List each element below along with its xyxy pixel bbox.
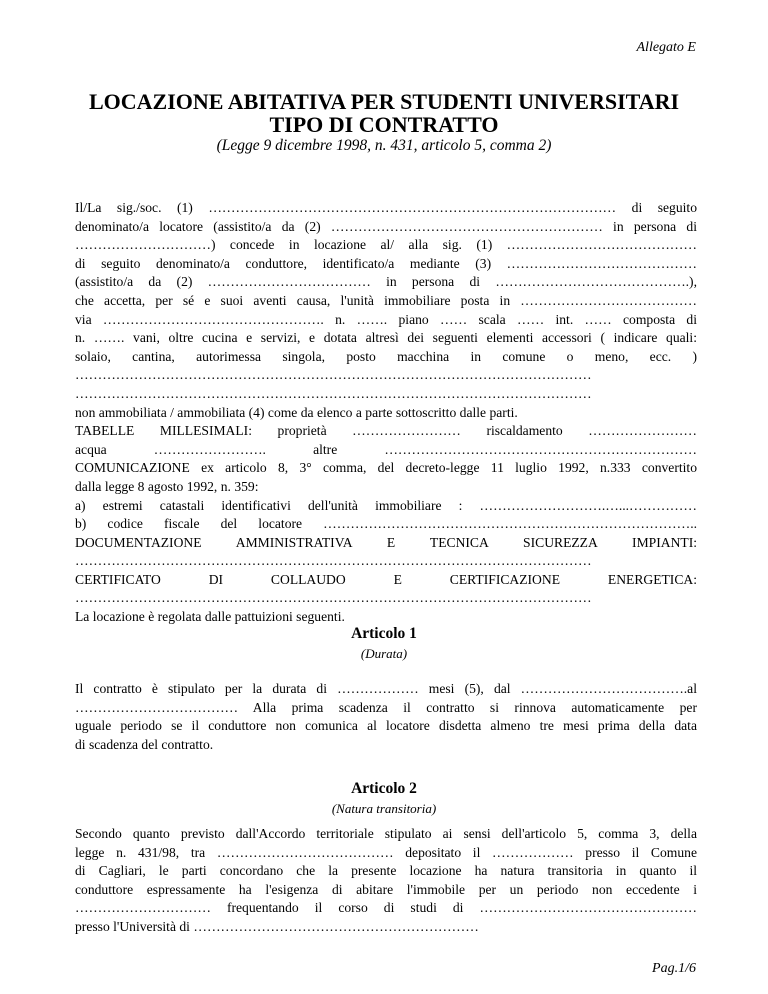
text-line: Secondo quanto previsto dall'Accordo territoriale stipulato ai sensi dell'articolo 5, comma 3, della [75, 826, 697, 841]
text-line: denominato/a locatore (assistito/a da (2) …………………………………………………… in persona di [75, 218, 697, 234]
article-1-title: Articolo 1 [351, 625, 417, 642]
article-2-body [75, 825, 697, 937]
document-title: LOCAZIONE ABITATIVA PER STUDENTI UNIVERSITARI [88, 89, 680, 114]
text-line: di seguito denominato/a conduttore, identificato/a mediante (3) …………………………………… [75, 255, 697, 271]
text-line: solaio, cantina, autorimessa singola, posto macchina in comune o meno, ecc. ) [75, 348, 697, 364]
text-line: n. ……. vani, oltre cucina e servizi, e dotata altresì dei seguenti elementi accessori ( indicare quali: [75, 330, 697, 346]
article-1-body [75, 680, 697, 754]
text-line: di scadenza del contratto. [75, 736, 214, 752]
text-line: che accetta, per sé e suoi aventi causa, l'unità immobiliare posta in ………………………………… [75, 292, 697, 308]
article-2-subtitle: (Natura transitoria) [331, 801, 437, 816]
text-line: presso l'Università di ……………………………………………………… [75, 918, 479, 934]
text-line: (assistito/a da (2) ……………………………… in persona di …………………………………….), [75, 274, 697, 290]
text-line: …………………………………………………………………………………………………… [75, 367, 592, 383]
text-line: CERTIFICATO DI COLLAUDO E CERTIFICAZIONE ENERGETICA: [75, 571, 697, 587]
text-line: …………………………………………………………………………………………………… [75, 590, 592, 606]
text-line: …………………………………………………………………………………………………… [75, 553, 592, 569]
text-line: b) codice fiscale del locatore ……………………………………………………………………….. [75, 516, 697, 532]
text-line: …………………………………………………………………………………………………… [75, 385, 592, 401]
text-line: La locazione è regolata dalle pattuizioni seguenti. [75, 609, 345, 625]
text-line: a) estremi catastali identificativi dell'unità immobiliare : ……………………….…...…………… [75, 497, 697, 513]
text-line: non ammobiliata / ammobiliata (4) come da elenco a parte sottoscritto dalle parti. [75, 404, 518, 420]
text-line: Il/La sig./soc. (1) ……………………………………………………………………………… di seguito [75, 200, 697, 215]
page-number: Pag.1/6 [652, 961, 696, 976]
text-line: acqua ……………………. altre …………………………………………………………… [75, 441, 697, 457]
text-line: COMUNICAZIONE ex articolo 8, 3° comma, del decreto-legge 11 luglio 1992, n.333 convertito [75, 460, 697, 476]
text-line: conduttore espressamente ha l'esigenza di abitare l'immobile per un periodo non eccedente i [75, 881, 697, 897]
allegato-label: Allegato E [636, 40, 696, 55]
intro-paragraph [75, 199, 697, 627]
text-line: via …………………………………………. n. ……. piano …… scala …… int. …… composta di [75, 311, 697, 327]
text-line: di Cagliari, le parti concordano che la presente locazione ha natura transitoria in quanto il [75, 863, 697, 879]
text-line: ………………………… frequentando il corso di studi di ………………………………………… [75, 900, 697, 916]
document-subtitle: (Legge 9 dicembre 1998, n. 431, articolo 5, comma 2) [216, 137, 552, 154]
text-line: dalla legge 8 agosto 1992, n. 359: [75, 478, 259, 494]
text-line: Il contratto è stipulato per la durata di ……………… mesi (5), dal ……………………………….al [75, 681, 697, 696]
text-line: DOCUMENTAZIONE AMMINISTRATIVA E TECNICA SICUREZZA IMPIANTI: [75, 534, 697, 550]
text-line: uguale periodo se il conduttore non comunica al locatore disdetta almeno tre mesi prima della data [75, 718, 697, 734]
text-line: ……………………………… Alla prima scadenza il contratto si rinnova automaticamente per [75, 699, 697, 715]
text-line: TABELLE MILLESIMALI: proprietà …………………… riscaldamento …………………… [75, 423, 697, 439]
article-1-subtitle: (Durata) [360, 646, 408, 661]
text-line: legge n. 431/98, tra ………………………………… depositato il ……………… presso il Comune [75, 844, 697, 860]
document-title-line2: TIPO DI CONTRATTO [269, 112, 499, 137]
article-2-title: Articolo 2 [351, 780, 417, 797]
text-line: …………………………) concede in locazione al/ alla sig. (1) …………………………………… [75, 237, 697, 253]
